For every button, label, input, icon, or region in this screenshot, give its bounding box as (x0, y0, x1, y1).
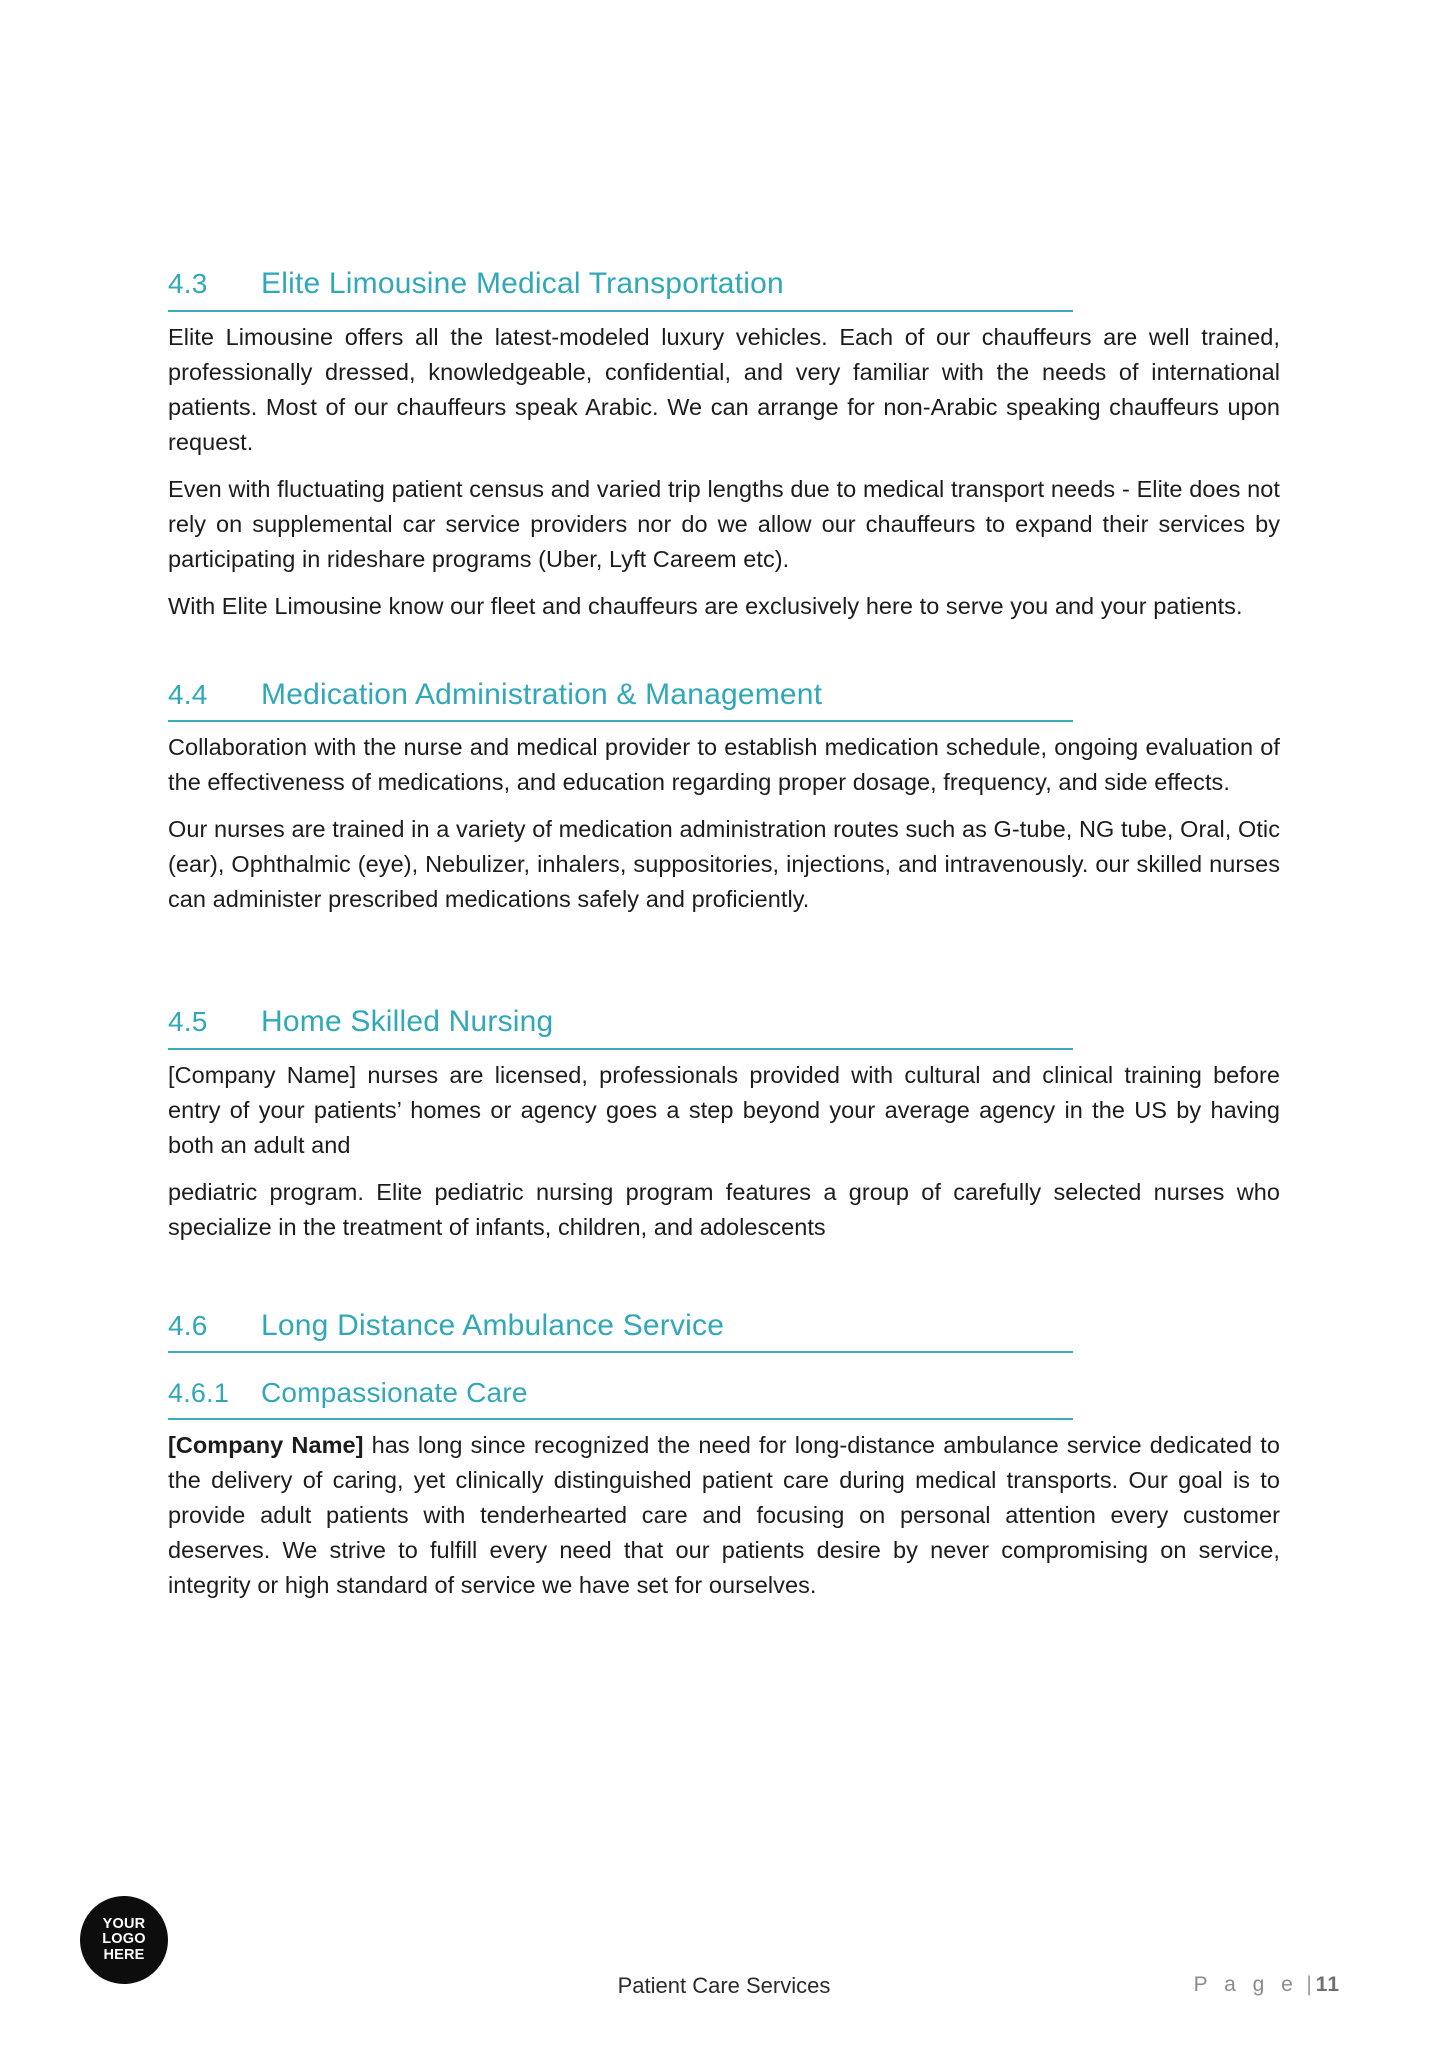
heading-4-3-title: Elite Limousine Medical Transportation (261, 267, 784, 300)
heading-4-6-1-title: Compassionate Care (261, 1377, 528, 1408)
logo-line-1: YOUR (102, 1915, 146, 1932)
paragraph-4-3-2: Even with fluctuating patient census and varied trip lengths due to medical transport needs - Elite does not rely on supplemental car service providers nor do we allow our chauffeurs to expand their services by participating in rideshare programs (Uber, Lyft Careem etc). (168, 475, 1280, 572)
page-separator: | (1306, 1973, 1312, 1996)
heading-4-5-number: 4.5 (168, 1006, 208, 1037)
paragraph-4-6-1-1 (168, 1428, 1280, 1603)
paragraph-4-4-2: Our nurses are trained in a variety of medication administration routes such as G-tube, NG tube, Oral, Otic (ear), Ophthalmic (eye), Nebulizer, inhalers, suppositories, injections, and intravenously. our skilled nurses can administer prescribed medications safely and proficiently. (168, 816, 1280, 912)
heading-4-6-title: Long Distance Ambulance Service (261, 1308, 725, 1342)
page-footer (0, 1895, 1448, 2035)
heading-4-6 (168, 1307, 1073, 1354)
heading-4-6-1-number: 4.6.1 (168, 1378, 230, 1408)
heading-4-5 (168, 1003, 1073, 1050)
logo-line-3: HERE (103, 1946, 145, 1963)
section-spacer (168, 929, 1280, 1003)
heading-4-3 (168, 265, 1073, 312)
heading-4-6-number: 4.6 (168, 1309, 208, 1341)
section-spacer (168, 1257, 1280, 1307)
logo-placeholder (80, 1896, 168, 1984)
page-number-indicator (1194, 1973, 1340, 1997)
paragraph-4-3-3: With Elite Limousine know our fleet and chauffeurs are exclusively here to serve you and your patients. (168, 592, 1243, 619)
heading-4-3-number: 4.3 (168, 268, 208, 299)
paragraph-4-4-1: Collaboration with the nurse and medical provider to establish medication schedule, ongoing evaluation of the effectiveness of medications, and education regarding proper dosage, frequency, and side effects. (168, 734, 1280, 795)
document-body (168, 265, 1280, 1615)
heading-4-4-number: 4.4 (168, 678, 208, 710)
heading-4-4 (168, 676, 1073, 723)
paragraph-4-3-1: Elite Limousine offers all the latest-modeled luxury vehicles. Each of our chauffeurs are well trained, professionally dressed, knowledgeable, confidential, and very familiar with the needs of international patients. Most of our chauffeurs speak Arabic. We can arrange for non-Arabic speaking chauffeurs upon request. (168, 323, 1280, 455)
subsection-spacer (168, 1361, 1280, 1375)
heading-4-4-title: Medication Administration & Management (261, 677, 823, 711)
paragraph-4-5-1: [Company Name] nurses are licensed, professionals provided with cultural and clinical training before entry of your patients’ homes or agency goes a step beyond your average agency in the US by having both an adult and (168, 1061, 1280, 1158)
compassionate-paragraph-text: has long since recognized the need for long-distance ambulance service dedicated to the delivery of caring, yet clinically distinguished patient care during medical transports. Our goal is to provide adult patients with tenderhearted care and focusing on personal attention every customer deserves. We strive to fulfill every need that our patients desire by never compromising on service, integrity or high standard of service we have set for ourselves. (168, 1431, 1280, 1598)
paragraph-4-5-2: pediatric program. Elite pediatric nursing program features a group of carefully selected nurses who specialize in the treatment of infants, children, and adolescents (168, 1178, 1280, 1240)
page-number-value: 11 (1315, 1973, 1340, 1996)
heading-4-5-title: Home Skilled Nursing (261, 1005, 554, 1038)
footer-title: Patient Care Services (617, 1973, 831, 1998)
logo-line-2: LOGO (102, 1931, 146, 1948)
section-spacer (168, 636, 1280, 676)
heading-4-6-1 (168, 1375, 1073, 1420)
company-name-bold: [Company Name] (168, 1431, 364, 1458)
page-label: P a g e (1193, 1973, 1299, 1996)
